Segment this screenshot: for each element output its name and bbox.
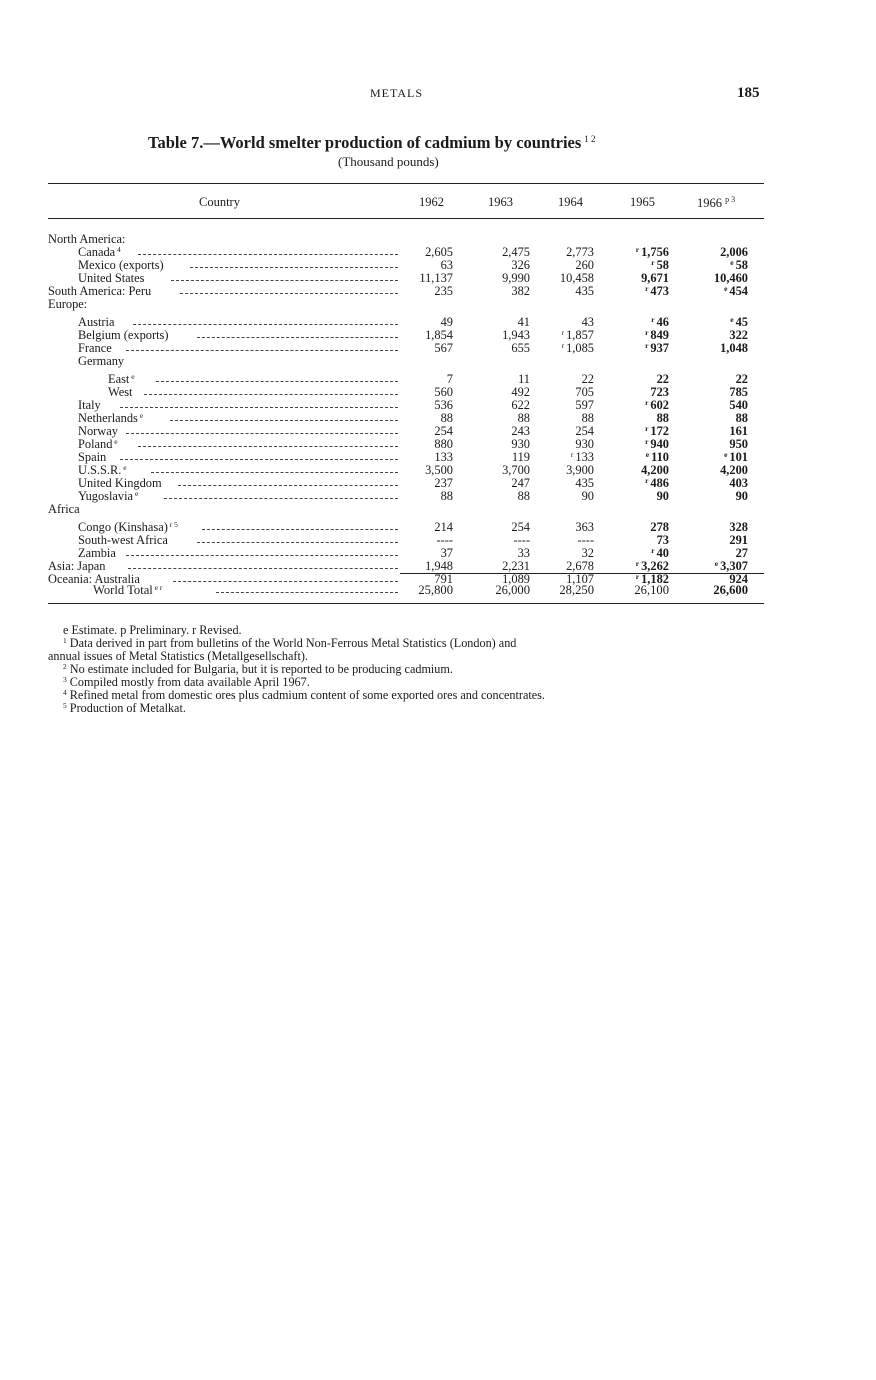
row-value-1-text: 37 (440, 546, 453, 560)
total-rule (400, 573, 764, 574)
row-value-3-text: 22 (581, 372, 594, 386)
row-label-text: South America: Peru (48, 284, 152, 298)
row-leader (156, 381, 398, 382)
row-value-4-text: 90 (656, 489, 669, 503)
row-value-1-text: 11,137 (419, 271, 453, 285)
row-leader (126, 350, 398, 351)
row-value-4-mark: r (635, 245, 640, 254)
row-value-5-text: 454 (729, 284, 748, 298)
row-value-5-text: 101 (729, 450, 748, 464)
row-leader (197, 337, 398, 338)
row-value-1-text: 133 (434, 450, 453, 464)
row-value-4-mark: r (645, 341, 649, 350)
row-value-1 (393, 285, 453, 298)
row-value-4-text: 88 (656, 411, 669, 425)
row-value-4-text: 46 (656, 315, 669, 329)
row-label-text: United States (78, 271, 145, 285)
row-value-1-text: 63 (440, 258, 453, 272)
row-value-1-text: ---- (436, 533, 453, 547)
row-value-1-text: 88 (440, 411, 453, 425)
header-1966-year: 1966 (697, 196, 722, 211)
row-label-text: South-west Africa (78, 533, 168, 547)
row-value-2 (470, 490, 530, 503)
row-value-5-text: 328 (729, 520, 748, 534)
total-value-3: 28,250 (559, 583, 594, 597)
row-label-text: Spain (78, 450, 107, 464)
row-leader (138, 254, 398, 255)
row-leader (151, 472, 398, 473)
row-label-note: 4 (115, 245, 121, 254)
row-value-1-text: 254 (434, 424, 453, 438)
row-label-text: Norway (78, 424, 118, 438)
table-header-rule (48, 218, 764, 219)
row-value-4-text: 1,182 (641, 572, 669, 586)
row-value-2-text: 382 (511, 284, 530, 298)
table-bottom-rule (48, 603, 764, 604)
row-value-2-text: ---- (513, 533, 530, 547)
row-label-text: Canada (78, 245, 116, 259)
row-label-text: Poland (78, 437, 113, 451)
row-value-2-text: 254 (511, 520, 530, 534)
row-label-text: Italy (78, 398, 101, 412)
table-top-rule (48, 183, 764, 184)
row-leader (128, 568, 398, 569)
row-value-5-text: 4,200 (720, 463, 748, 477)
row-value-4-text: 40 (656, 546, 669, 560)
row-value-3-text: 1,107 (566, 572, 594, 586)
row-value-2-text: 930 (511, 437, 530, 451)
row-value-3-text: 1,085 (566, 341, 594, 355)
row-value-5-text: 22 (735, 372, 748, 386)
row-value-4-text: 172 (650, 424, 669, 438)
row-label (108, 386, 132, 399)
row-value-5 (688, 285, 748, 298)
row-label (48, 298, 87, 311)
row-value-2-text: 33 (517, 546, 530, 560)
row-value-3-text: 705 (575, 385, 594, 399)
row-value-3-text: 363 (575, 520, 594, 534)
row-leader (120, 459, 398, 460)
row-value-4 (609, 342, 669, 355)
row-value-2-text: 2,231 (502, 559, 530, 573)
row-value-2-text: 243 (511, 424, 530, 438)
row-value-4-text: 3,262 (641, 559, 669, 573)
row-label-text: Mexico (exports) (78, 258, 164, 272)
row-value-4-text: 4,200 (641, 463, 669, 477)
row-value-3-mark: r (561, 328, 565, 337)
row-value-4-mark: r (645, 328, 649, 337)
row-value-1-text: 3,500 (425, 463, 453, 477)
row-value-1-text: 214 (434, 520, 453, 534)
row-value-3-text: 435 (575, 284, 594, 298)
row-value-5-text: 1,048 (720, 341, 748, 355)
row-label-note: e (137, 411, 144, 420)
row-label-text: U.S.S.R. (78, 463, 122, 477)
row-value-3-text: 260 (575, 258, 594, 272)
row-value-2-text: 119 (511, 450, 530, 464)
row-leader (126, 555, 398, 556)
row-leader (170, 420, 398, 421)
row-value-3-text: 32 (581, 546, 594, 560)
row-label (48, 503, 80, 516)
row-value-1-text: 880 (434, 437, 453, 451)
row-value-5-mark: e (724, 284, 728, 293)
row-value-4-mark: r (635, 559, 640, 568)
row-label-text: Zambia (78, 546, 116, 560)
footnote-line (48, 702, 768, 715)
row-value-4-text: 937 (650, 341, 669, 355)
table-row (48, 342, 764, 355)
row-value-3-text: 930 (575, 437, 594, 451)
row-value-3-mark: r (570, 450, 574, 459)
row-value-2-text: 1,943 (502, 328, 530, 342)
row-value-5-mark: e (730, 315, 734, 324)
row-value-2 (470, 342, 530, 355)
row-value-3-text: 435 (575, 476, 594, 490)
row-value-4 (609, 490, 669, 503)
footnote-text: Compiled mostly from data available April 1967. (69, 675, 310, 689)
row-value-3 (534, 285, 594, 298)
row-value-4-text: 473 (650, 284, 669, 298)
row-label-text: United Kingdom (78, 476, 162, 490)
row-value-1-text: 791 (434, 572, 453, 586)
row-value-5-text: 58 (735, 258, 748, 272)
row-value-5-text: 3,307 (720, 559, 748, 573)
total-value-2: 26,000 (495, 583, 530, 597)
row-value-3-text: 88 (581, 411, 594, 425)
row-value-5-text: 90 (735, 489, 748, 503)
row-value-1-text: 7 (446, 372, 453, 386)
footnotes (48, 624, 768, 715)
row-leader (120, 407, 398, 408)
row-value-1-text: 88 (440, 489, 453, 503)
row-leader (190, 267, 398, 268)
row-value-4-text: 723 (650, 385, 669, 399)
row-value-2-text: 41 (517, 315, 530, 329)
footnote-number: 1 (63, 636, 67, 645)
total-value-1: 25,800 (418, 583, 453, 597)
row-value-4-text: 486 (650, 476, 669, 490)
row-value-4-mark: r (645, 476, 649, 485)
page-number: 185 (737, 85, 760, 101)
row-leader (164, 498, 398, 499)
row-value-1 (393, 342, 453, 355)
row-value-2-text: 9,990 (502, 271, 530, 285)
table-title-refs: 1 2 (584, 133, 596, 144)
row-leader (171, 280, 398, 281)
row-value-4-mark: e (645, 450, 650, 459)
row-value-3-text: 1,857 (566, 328, 594, 342)
row-leader (138, 446, 398, 447)
total-leader (216, 592, 398, 593)
row-value-2-text: 1,089 (502, 572, 530, 586)
row-value-4-mark: r (651, 315, 655, 324)
row-value-2-text: 2,475 (502, 245, 530, 259)
row-value-4-mark: r (645, 424, 649, 433)
footnote-text: Production of Metalkat. (69, 701, 186, 715)
row-value-5-text: 785 (729, 385, 748, 399)
row-value-4-text: 73 (656, 533, 669, 547)
row-label-note: e (121, 463, 127, 472)
row-value-5-text: 924 (729, 572, 748, 586)
row-value-3-text: 133 (575, 450, 594, 464)
row-value-2-text: 88 (517, 489, 530, 503)
total-row (48, 584, 764, 598)
row-value-4-mark: r (645, 398, 649, 407)
row-value-5-text: 403 (729, 476, 748, 490)
row-value-1-text: 49 (440, 315, 453, 329)
row-label-note: r 5 (167, 520, 178, 529)
row-value-1-text: 2,605 (425, 245, 453, 259)
row-leader (126, 433, 398, 434)
row-value-5-text: 2,006 (720, 245, 748, 259)
header-1965: 1965 (630, 195, 655, 209)
table-group-heading (48, 298, 764, 311)
row-leader (202, 529, 398, 530)
footnote-text: e Estimate. p Preliminary. r Revised. (63, 623, 242, 637)
row-value-4-mark: r (651, 258, 655, 267)
row-label-text: Belgium (exports) (78, 328, 169, 342)
table-subtitle: (Thousand pounds) (338, 154, 439, 169)
row-value-3-text: 2,773 (566, 245, 594, 259)
row-value-4-text: 940 (650, 437, 669, 451)
row-value-5-text: 291 (729, 533, 748, 547)
total-label (93, 584, 162, 597)
row-value-5-text: 10,460 (713, 271, 748, 285)
row-value-2-text: 655 (511, 341, 530, 355)
row-value-5-mark: e (730, 258, 734, 267)
row-label (78, 355, 124, 368)
row-value-5-text: 322 (729, 328, 748, 342)
row-label-text: Oceania: Australia (48, 572, 140, 586)
row-label-text: Africa (48, 502, 80, 516)
header-1962: 1962 (419, 195, 444, 209)
row-value-1-text: 567 (434, 341, 453, 355)
row-value-4-mark: r (651, 546, 655, 555)
footnote-text: Data derived in part from bulletins of the World Non-Ferrous Metal Statistics (London) and (69, 636, 517, 650)
row-label-text: Europe: (48, 297, 88, 311)
row-value-1-text: 237 (434, 476, 453, 490)
row-leader (178, 485, 398, 486)
running-head: METALS (370, 86, 424, 100)
table-group-heading (48, 503, 764, 516)
row-leader (173, 581, 398, 582)
row-label-text: Asia: Japan (48, 559, 106, 573)
row-value-3-mark: r (561, 341, 565, 350)
total-row-inner (48, 584, 764, 598)
row-value-1-text: 235 (434, 284, 453, 298)
row-label (78, 490, 138, 503)
row-value-4-text: 1,756 (641, 245, 669, 259)
row-value-4 (609, 285, 669, 298)
row-value-3-text: 3,900 (566, 463, 594, 477)
row-value-3-text: 597 (575, 398, 594, 412)
row-value-2-text: 492 (511, 385, 530, 399)
row-leader (144, 394, 398, 395)
row-value-2 (470, 285, 530, 298)
header-country: Country (199, 195, 240, 209)
row-leader (197, 542, 398, 543)
row-value-5-text: 161 (729, 424, 748, 438)
footnote-number: 4 (63, 688, 67, 697)
row-value-3-text: 254 (575, 424, 594, 438)
row-label-note: e (129, 372, 135, 381)
row-value-3-text: 10,458 (559, 271, 594, 285)
row-value-1-text: 1,854 (425, 328, 453, 342)
table-group-heading (48, 355, 764, 368)
footnote-text: No estimate included for Bulgaria, but it is reported to be producing cadmium. (69, 662, 453, 676)
row-value-5-text: 45 (735, 315, 748, 329)
row-label-text: Germany (78, 354, 125, 368)
table-row (48, 285, 764, 298)
footnote-number: 5 (63, 701, 67, 710)
table-title-text: Table 7.—World smelter production of cadmium by countries (148, 133, 582, 152)
row-value-4-mark: r (635, 572, 640, 581)
row-value-5-text: 27 (735, 546, 748, 560)
row-value-1-text: 560 (434, 385, 453, 399)
table-title (148, 133, 596, 153)
row-label-text: Yugoslavia (78, 489, 134, 503)
row-value-3-text: 90 (581, 489, 594, 503)
row-value-4-text: 110 (651, 450, 669, 464)
row-value-4-mark: r (645, 284, 649, 293)
row-value-2-text: 88 (517, 411, 530, 425)
row-value-3-text: 43 (581, 315, 594, 329)
total-label-note: e r (152, 583, 163, 592)
header-1966 (697, 195, 735, 211)
row-value-5 (688, 342, 748, 355)
row-value-3-text: 2,678 (566, 559, 594, 573)
footnote-number: 2 (63, 662, 67, 671)
row-value-1-text: 536 (434, 398, 453, 412)
row-value-2-text: 11 (518, 372, 530, 386)
row-label-text: France (78, 341, 112, 355)
row-value-3 (534, 342, 594, 355)
row-value-5 (688, 490, 748, 503)
row-label-note: e (112, 437, 118, 446)
header-1963: 1963 (488, 195, 513, 209)
row-value-5-text: 540 (729, 398, 748, 412)
table-row (48, 490, 764, 503)
footnote-text: annual issues of Metal Statistics (Metallgesellschaft). (48, 649, 308, 663)
total-label-text: World Total (93, 583, 153, 597)
row-value-3 (534, 490, 594, 503)
row-value-5-mark: e (714, 559, 719, 568)
row-value-5-text: 950 (729, 437, 748, 451)
row-label-text: Austria (78, 315, 115, 329)
footnote-text: Refined metal from domestic ores plus cadmium content of some exported ores and concentrates. (69, 688, 545, 702)
header-1966-note: p 3 (725, 195, 736, 204)
table-body (48, 233, 764, 586)
header-1964: 1964 (558, 195, 583, 209)
row-label-text: West (108, 385, 133, 399)
row-value-5-text: 88 (735, 411, 748, 425)
row-value-2-text: 3,700 (502, 463, 530, 477)
row-value-2-text: 247 (511, 476, 530, 490)
row-value-4-text: 602 (650, 398, 669, 412)
row-label-text: East (108, 372, 130, 386)
row-value-4-text: 278 (650, 520, 669, 534)
row-value-4-text: 9,671 (641, 271, 669, 285)
row-value-4-text: 58 (656, 258, 669, 272)
row-value-3-text: ---- (577, 533, 594, 547)
row-label-note: e (133, 489, 139, 498)
row-leader (180, 293, 398, 294)
row-value-2-text: 326 (511, 258, 530, 272)
footnote-number: 3 (63, 675, 67, 684)
row-label-text: Netherlands (78, 411, 138, 425)
row-label-text: Congo (Kinshasa) (78, 520, 168, 534)
row-value-2-text: 622 (511, 398, 530, 412)
row-value-4-text: 22 (656, 372, 669, 386)
total-value-5: 26,600 (713, 583, 748, 597)
row-label-text: North America: (48, 232, 126, 246)
row-value-4-mark: r (645, 437, 649, 446)
row-value-1-text: 1,948 (425, 559, 453, 573)
row-value-1 (393, 490, 453, 503)
row-leader (133, 324, 398, 325)
total-value-4: 26,100 (634, 583, 669, 597)
row-value-5-mark: e (724, 450, 728, 459)
row-value-4-text: 849 (650, 328, 669, 342)
